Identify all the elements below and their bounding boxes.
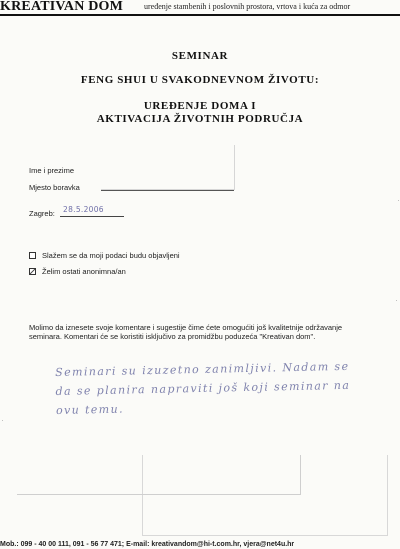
footer-contact: Mob.: 099 - 40 00 111, 091 - 56 77 471; E-mail: kreativandom@hi-t.com.hr, vjera@net4u.hr bbox=[0, 541, 295, 548]
comments-instruction: Molimo da iznesete svoje komentare i sugestije čime ćete omogućiti još kvalitetnije održavanje seminara. Komentari će se koristiti isključivo za promidžbu poduzeća "Kreativan dom". bbox=[29, 323, 343, 341]
handwritten-line-2: da se planira napraviti još koji seminar na bbox=[55, 378, 351, 398]
title-topic: FENG SHUI U SVAKODNEVNOM ŽIVOTU: bbox=[80, 74, 320, 86]
title-subtopic-2: AKTIVACIJA ŽIVOTNIH PODRUČJA bbox=[96, 113, 304, 125]
date-handwritten: 28.5.2006 bbox=[63, 205, 104, 214]
title-seminar: SEMINAR bbox=[171, 50, 229, 62]
scan-speck bbox=[396, 300, 397, 301]
brand-tagline: uređenje stambenih i poslovnih prostora, vrtova i kuća za odmor bbox=[144, 2, 351, 11]
name-place-box[interactable] bbox=[101, 145, 235, 190]
place-underline bbox=[101, 190, 234, 191]
city-label: Zagreb: bbox=[29, 209, 55, 218]
form-titles bbox=[0, 50, 400, 125]
consent-label: Slažem se da moji podaci budu objavljeni bbox=[42, 251, 180, 260]
handwritten-comment bbox=[55, 356, 386, 420]
anonymous-checkbox[interactable] bbox=[29, 268, 36, 275]
date-field[interactable] bbox=[60, 216, 124, 217]
header-rule bbox=[0, 14, 400, 16]
bottom-box-bottom-edge bbox=[17, 494, 300, 495]
name-label: Ime i prezime bbox=[29, 166, 75, 175]
consent-checkbox[interactable] bbox=[29, 252, 36, 259]
handwritten-line-3: ovu temu. bbox=[55, 402, 125, 417]
bottom-box-right-edge bbox=[17, 455, 301, 495]
title-subtopic-1: UREĐENJE DOMA I bbox=[143, 100, 257, 112]
scan-speck bbox=[398, 200, 399, 201]
letterhead bbox=[0, 0, 400, 16]
place-label: Mjesto boravka bbox=[29, 183, 80, 192]
anonymous-label: Želim ostati anonimna/an bbox=[42, 267, 126, 276]
handwritten-line-1: Seminari su izuzetno zanimljivi. Nadam se bbox=[55, 359, 350, 379]
brand-name: KREATIVAN DOM bbox=[0, 0, 124, 14]
scan-speck bbox=[2, 420, 3, 421]
